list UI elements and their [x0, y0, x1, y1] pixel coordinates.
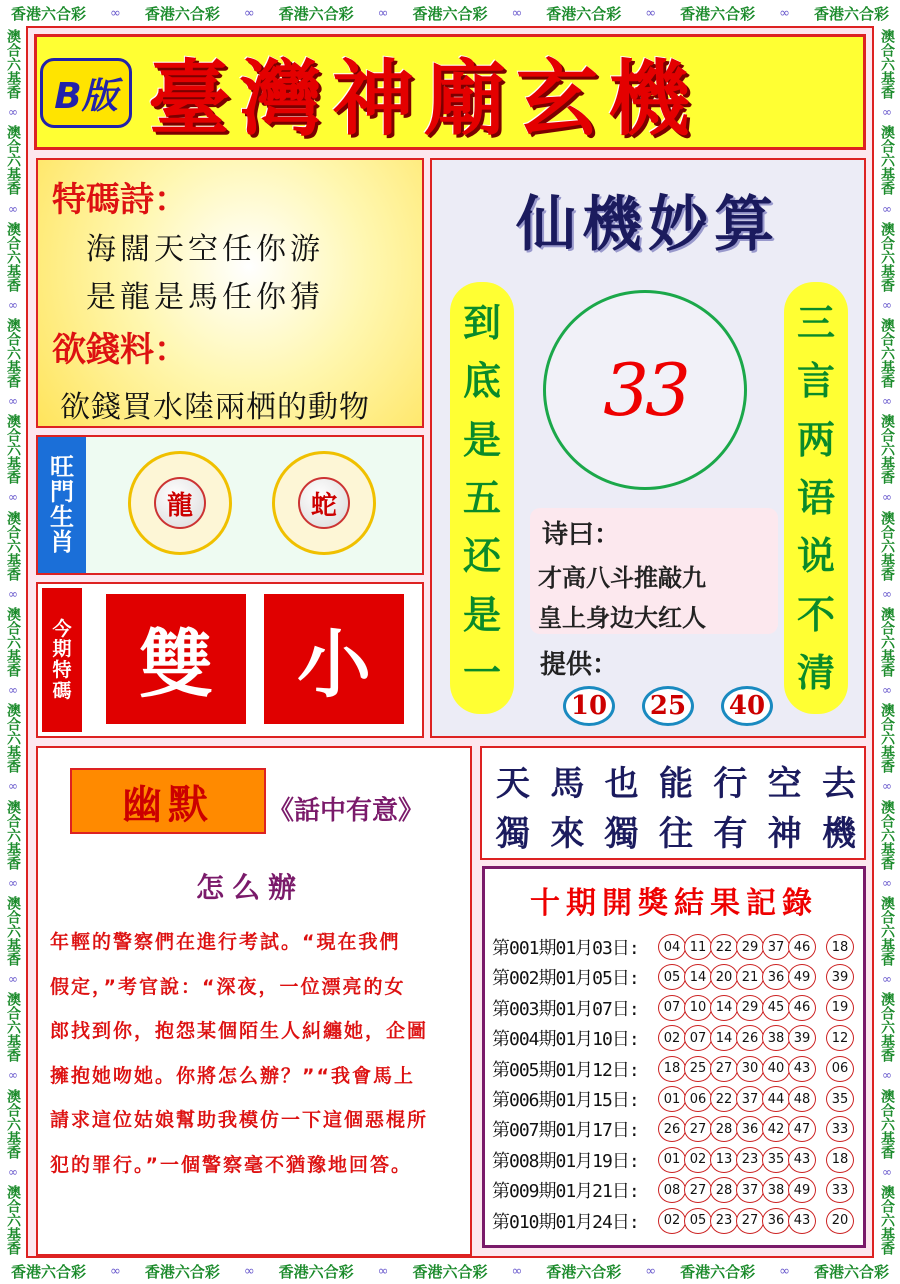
result-period: 第002期01月05日:	[492, 968, 639, 990]
border-dots-icon: ∞	[8, 875, 18, 890]
result-ball: 21	[736, 964, 764, 990]
result-balls	[658, 1056, 852, 1082]
result-ball: 36	[762, 964, 790, 990]
border-text: 香港六合彩	[546, 1262, 622, 1281]
top-border-strip	[0, 0, 900, 26]
special-box-small: 小	[264, 594, 404, 724]
border-dots-icon: ∞	[882, 201, 892, 216]
border-dots-icon: ∞	[8, 779, 18, 794]
result-ball: 14	[710, 1025, 738, 1051]
special-label-char: 特	[52, 659, 72, 681]
border-dots-icon: ∞	[511, 1263, 523, 1279]
result-ball: 40	[762, 1056, 790, 1082]
result-ball: 05	[658, 964, 686, 990]
result-ball: 08	[658, 1177, 686, 1203]
pillar-char: 还	[462, 533, 501, 579]
pillar-char: 到	[462, 300, 501, 346]
border-dots-icon: ∞	[645, 5, 657, 21]
result-ball: 28	[710, 1177, 738, 1203]
result-ball: 46	[788, 934, 816, 960]
result-ball: 38	[762, 1177, 790, 1203]
result-ball: 48	[788, 1086, 816, 1112]
result-ball: 26	[736, 1025, 764, 1051]
pillar-char: 底	[462, 358, 501, 404]
pillar-char: 语	[796, 474, 835, 520]
result-special-ball: 19	[826, 995, 854, 1021]
border-text: 澳合六基香	[5, 414, 21, 485]
pillar-char: 五	[462, 474, 501, 520]
story-line: 請求這位姑娘幫助我模仿一下這個惡棍所	[50, 1109, 429, 1131]
pillar-char: 说	[796, 533, 835, 579]
result-ball: 44	[762, 1086, 790, 1112]
result-balls	[658, 1177, 852, 1203]
result-ball: 30	[736, 1056, 764, 1082]
result-ball: 02	[658, 1025, 686, 1051]
result-ball: 02	[658, 1208, 686, 1234]
border-text: 澳合六基香	[5, 318, 21, 389]
result-balls	[658, 1208, 852, 1234]
border-text: 澳合六基香	[5, 125, 21, 196]
result-ball: 22	[710, 1086, 738, 1112]
border-dots-icon: ∞	[511, 5, 523, 21]
result-ball: 42	[762, 1116, 790, 1142]
pillar-char: 三	[796, 300, 835, 346]
border-text: 香港六合彩	[680, 1262, 756, 1281]
result-ball: 29	[736, 934, 764, 960]
border-dots-icon: ∞	[8, 105, 18, 120]
result-ball: 04	[658, 934, 686, 960]
riddle-char: 來	[550, 814, 585, 854]
result-period: 第005期01月12日:	[492, 1059, 639, 1081]
xianji-poem-line-1: 才高八斗推敲九	[538, 563, 706, 592]
result-special-ball: 39	[826, 964, 854, 990]
result-period: 第010期01月24日:	[492, 1211, 639, 1233]
result-ball: 07	[658, 995, 686, 1021]
result-ball: 28	[710, 1116, 738, 1142]
result-ball: 47	[788, 1116, 816, 1142]
result-row	[492, 1084, 860, 1114]
border-dots-icon: ∞	[109, 1263, 121, 1279]
border-text: 香港六合彩	[813, 1262, 889, 1281]
result-ball: 29	[736, 995, 764, 1021]
left-border-strip	[0, 26, 26, 1258]
border-text: 澳合六基香	[879, 318, 895, 389]
result-ball: 46	[788, 995, 816, 1021]
money-label: 欲錢料：	[52, 330, 188, 370]
zodiac-label-char: 生	[50, 503, 74, 531]
result-balls	[658, 1025, 852, 1051]
riddle-char: 也	[604, 764, 639, 804]
result-ball: 35	[762, 1147, 790, 1173]
result-special-ball: 06	[826, 1056, 854, 1082]
result-row	[492, 1054, 860, 1084]
result-ball: 23	[710, 1208, 738, 1234]
border-dots-icon: ∞	[243, 5, 255, 21]
result-ball: 43	[788, 1147, 816, 1173]
dragon-zodiac-icon	[128, 451, 232, 555]
border-text: 香港六合彩	[278, 1262, 354, 1281]
result-ball: 49	[788, 1177, 816, 1203]
border-dots-icon: ∞	[882, 779, 892, 794]
border-text: 澳合六基香	[879, 125, 895, 196]
result-ball: 26	[658, 1116, 686, 1142]
result-ball: 37	[736, 1086, 764, 1112]
special-label-char: 碼	[52, 679, 72, 702]
humor-question: 怎么辦	[195, 871, 304, 904]
border-text: 澳合六基香	[879, 414, 895, 485]
border-text: 澳合六基香	[5, 1088, 21, 1159]
riddle-char: 空	[767, 764, 802, 804]
border-text: 澳合六基香	[5, 895, 21, 966]
humor-story	[50, 920, 464, 1250]
border-dots-icon: ∞	[645, 1263, 657, 1279]
border-text: 澳合六基香	[879, 29, 895, 100]
result-ball: 14	[710, 995, 738, 1021]
riddle-char: 馬	[550, 764, 585, 804]
result-special-ball: 33	[826, 1177, 854, 1203]
result-ball: 45	[762, 995, 790, 1021]
border-dots-icon: ∞	[243, 1263, 255, 1279]
border-text: 澳合六基香	[5, 29, 21, 100]
bottom-border-strip	[0, 1258, 900, 1284]
result-ball: 18	[658, 1056, 686, 1082]
result-period: 第007期01月17日:	[492, 1120, 639, 1142]
result-ball: 05	[684, 1208, 712, 1234]
border-dots-icon: ∞	[882, 972, 892, 987]
result-period: 第008期01月19日:	[492, 1150, 639, 1172]
border-dots-icon: ∞	[882, 1068, 892, 1083]
pillar-char: 清	[796, 649, 835, 695]
result-ball: 07	[684, 1025, 712, 1051]
result-ball: 27	[684, 1177, 712, 1203]
result-ball: 10	[684, 995, 712, 1021]
riddle-char: 行	[713, 764, 748, 804]
riddle-char: 往	[658, 814, 693, 854]
result-balls	[658, 1147, 852, 1173]
result-balls	[658, 964, 852, 990]
result-ball: 01	[658, 1147, 686, 1173]
result-ball: 06	[684, 1086, 712, 1112]
pillar-char: 一	[462, 649, 501, 695]
result-period: 第006期01月15日:	[492, 1090, 639, 1111]
border-text: 香港六合彩	[412, 1262, 488, 1281]
border-text: 香港六合彩	[144, 4, 220, 23]
border-dots-icon: ∞	[8, 394, 18, 409]
result-special-ball: 35	[826, 1086, 854, 1112]
result-ball: 27	[710, 1056, 738, 1082]
border-dots-icon: ∞	[8, 201, 18, 216]
border-text: 澳合六基香	[5, 510, 21, 581]
border-dots-icon: ∞	[779, 5, 790, 21]
result-balls	[658, 1116, 852, 1142]
right-border-strip	[874, 26, 900, 1258]
pillar-char: 言	[796, 358, 835, 404]
result-ball: 02	[684, 1147, 712, 1173]
special-label-char: 期	[52, 638, 72, 661]
border-text: 澳合六基香	[879, 992, 895, 1063]
result-ball: 27	[684, 1116, 712, 1142]
money-line: 欲錢買水陸兩栖的動物	[60, 390, 370, 425]
result-row	[492, 1175, 860, 1205]
result-ball: 23	[736, 1147, 764, 1173]
border-dots-icon: ∞	[377, 1263, 389, 1279]
pillar-char: 是	[462, 416, 501, 462]
humor-subtitle: 《話中有意》	[268, 795, 425, 826]
border-dots-icon: ∞	[882, 1164, 892, 1179]
story-line: 郎找到你，抱怨某個陌生人糾纏她，企圖	[50, 1020, 429, 1042]
result-ball: 39	[788, 1025, 816, 1051]
result-ball: 37	[736, 1177, 764, 1203]
result-special-ball: 20	[826, 1208, 854, 1234]
border-text: 澳合六基香	[5, 992, 21, 1063]
result-ball: 11	[684, 934, 712, 960]
riddle-char: 去	[821, 764, 856, 804]
story-line: 假定，”考官說：“深夜，一位漂亮的女	[50, 975, 406, 998]
zodiac-label-char: 旺	[50, 452, 74, 481]
riddle-line-2	[496, 806, 856, 855]
page-title: 臺灣神廟玄機	[148, 50, 701, 147]
xianji-title: 仙機妙算	[516, 190, 780, 260]
border-text: 澳合六基香	[5, 799, 21, 870]
special-code-label	[42, 588, 82, 732]
result-ball: 43	[788, 1208, 816, 1234]
result-ball: 20	[710, 964, 738, 990]
border-dots-icon: ∞	[8, 297, 18, 312]
pillar-char: 两	[796, 416, 835, 462]
border-dots-icon: ∞	[882, 105, 892, 120]
border-text: 澳合六基香	[879, 510, 895, 581]
border-dots-icon: ∞	[8, 586, 18, 601]
riddle-char: 神	[767, 814, 802, 854]
pillar-char: 是	[462, 591, 501, 637]
result-special-ball: 18	[826, 934, 854, 960]
story-line: 擁抱她吻她。你將怎么辦？”“我會馬上	[50, 1064, 415, 1087]
border-dots-icon: ∞	[882, 683, 892, 698]
border-text: 香港六合彩	[278, 4, 354, 23]
snake-zodiac-icon	[272, 451, 376, 555]
result-row	[492, 932, 860, 962]
border-dots-icon: ∞	[8, 1164, 18, 1179]
snake-coin-label: 蛇	[298, 477, 350, 529]
border-text: 澳合六基香	[5, 606, 21, 677]
border-text: 澳合六基香	[879, 799, 895, 870]
riddle-line-1	[496, 756, 856, 805]
result-balls	[658, 995, 852, 1021]
border-dots-icon: ∞	[882, 490, 892, 505]
result-balls	[658, 1086, 852, 1112]
border-text: 澳合六基香	[879, 606, 895, 677]
result-ball: 01	[658, 1086, 686, 1112]
riddle-char: 能	[658, 764, 693, 804]
border-dots-icon: ∞	[882, 586, 892, 601]
poem-panel	[36, 158, 424, 428]
result-special-ball: 12	[826, 1025, 854, 1051]
poem-label: 特碼詩：	[52, 180, 188, 220]
provided-number: 10	[563, 686, 615, 726]
border-dots-icon: ∞	[8, 1068, 18, 1083]
border-dots-icon: ∞	[779, 1263, 790, 1279]
border-dots-icon: ∞	[882, 875, 892, 890]
story-line: 犯的罪行。”一個警察毫不猶豫地回答。	[50, 1153, 412, 1176]
result-row	[492, 993, 860, 1023]
result-ball: 36	[736, 1116, 764, 1142]
xianji-poem-line-2: 皇上身边大红人	[538, 603, 706, 632]
provided-number: 40	[721, 686, 773, 726]
result-period: 第003期01月07日:	[492, 998, 639, 1020]
result-balls	[658, 934, 852, 960]
border-text: 香港六合彩	[412, 4, 488, 23]
riddle-char: 獨	[604, 814, 639, 854]
result-ball: 36	[762, 1208, 790, 1234]
riddle-char: 有	[713, 814, 748, 854]
border-dots-icon: ∞	[8, 490, 18, 505]
result-ball: 49	[788, 964, 816, 990]
result-row	[492, 1145, 860, 1175]
result-period: 第004期01月10日:	[492, 1029, 639, 1051]
special-box-double: 雙	[106, 594, 246, 724]
border-text: 澳合六基香	[879, 895, 895, 966]
zodiac-label	[38, 437, 86, 573]
border-text: 香港六合彩	[813, 4, 889, 23]
border-text: 香港六合彩	[10, 4, 86, 23]
story-line: 年輕的警察們在進行考試。“現在我們	[50, 931, 401, 953]
provide-label: 提供：	[540, 650, 619, 680]
hint-circle: 33	[543, 290, 747, 490]
result-ball: 43	[788, 1056, 816, 1082]
border-text: 香港六合彩	[546, 4, 622, 23]
border-text: 香港六合彩	[144, 1262, 220, 1281]
border-text: 澳合六基香	[5, 221, 21, 292]
border-text: 香港六合彩	[10, 1262, 86, 1281]
border-text: 澳合六基香	[879, 1088, 895, 1159]
pillar-char: 不	[796, 591, 835, 637]
provided-number: 25	[642, 686, 694, 726]
result-ball: 38	[762, 1025, 790, 1051]
result-ball: 25	[684, 1056, 712, 1082]
result-period: 第001期01月03日:	[492, 938, 639, 959]
border-text: 澳合六基香	[879, 221, 895, 292]
border-dots-icon: ∞	[882, 297, 892, 312]
result-ball: 27	[736, 1208, 764, 1234]
border-dots-icon: ∞	[8, 972, 18, 987]
result-ball: 37	[762, 934, 790, 960]
zodiac-label-char: 肖	[50, 528, 74, 557]
border-text: 澳合六基香	[879, 1184, 895, 1255]
result-row	[492, 1023, 860, 1053]
results-title: 十期開獎結果記錄	[530, 886, 818, 921]
riddle-char: 獨	[496, 814, 530, 854]
result-ball: 13	[710, 1147, 738, 1173]
border-text: 香港六合彩	[680, 4, 756, 23]
result-row	[492, 1114, 860, 1144]
edition-badge: B版	[40, 58, 132, 128]
border-text: 澳合六基香	[879, 703, 895, 774]
result-ball: 14	[684, 964, 712, 990]
riddle-char: 機	[821, 814, 856, 854]
result-row	[492, 962, 860, 992]
zodiac-label-char: 門	[50, 477, 74, 506]
border-dots-icon: ∞	[8, 683, 18, 698]
left-pillar	[450, 282, 514, 714]
poem-line-1: 海闊天空任你游	[86, 232, 324, 267]
border-dots-icon: ∞	[377, 5, 389, 21]
xianji-poem-label: 诗曰：	[542, 520, 621, 550]
riddle-char: 天	[496, 764, 530, 804]
result-special-ball: 18	[826, 1147, 854, 1173]
border-text: 澳合六基香	[5, 1184, 21, 1255]
result-ball: 22	[710, 934, 738, 960]
special-label-char: 今	[52, 617, 72, 640]
result-special-ball: 33	[826, 1116, 854, 1142]
poem-line-2: 是龍是馬任你猜	[86, 280, 324, 315]
dragon-coin-label: 龍	[154, 477, 206, 529]
result-row	[492, 1206, 860, 1236]
border-text: 澳合六基香	[5, 703, 21, 774]
border-dots-icon: ∞	[882, 394, 892, 409]
result-period: 第009期01月21日:	[492, 1181, 639, 1203]
humor-logo: 幽默	[70, 768, 266, 834]
border-dots-icon: ∞	[109, 5, 121, 21]
xianji-poem-box	[530, 508, 778, 634]
right-pillar	[784, 282, 848, 714]
